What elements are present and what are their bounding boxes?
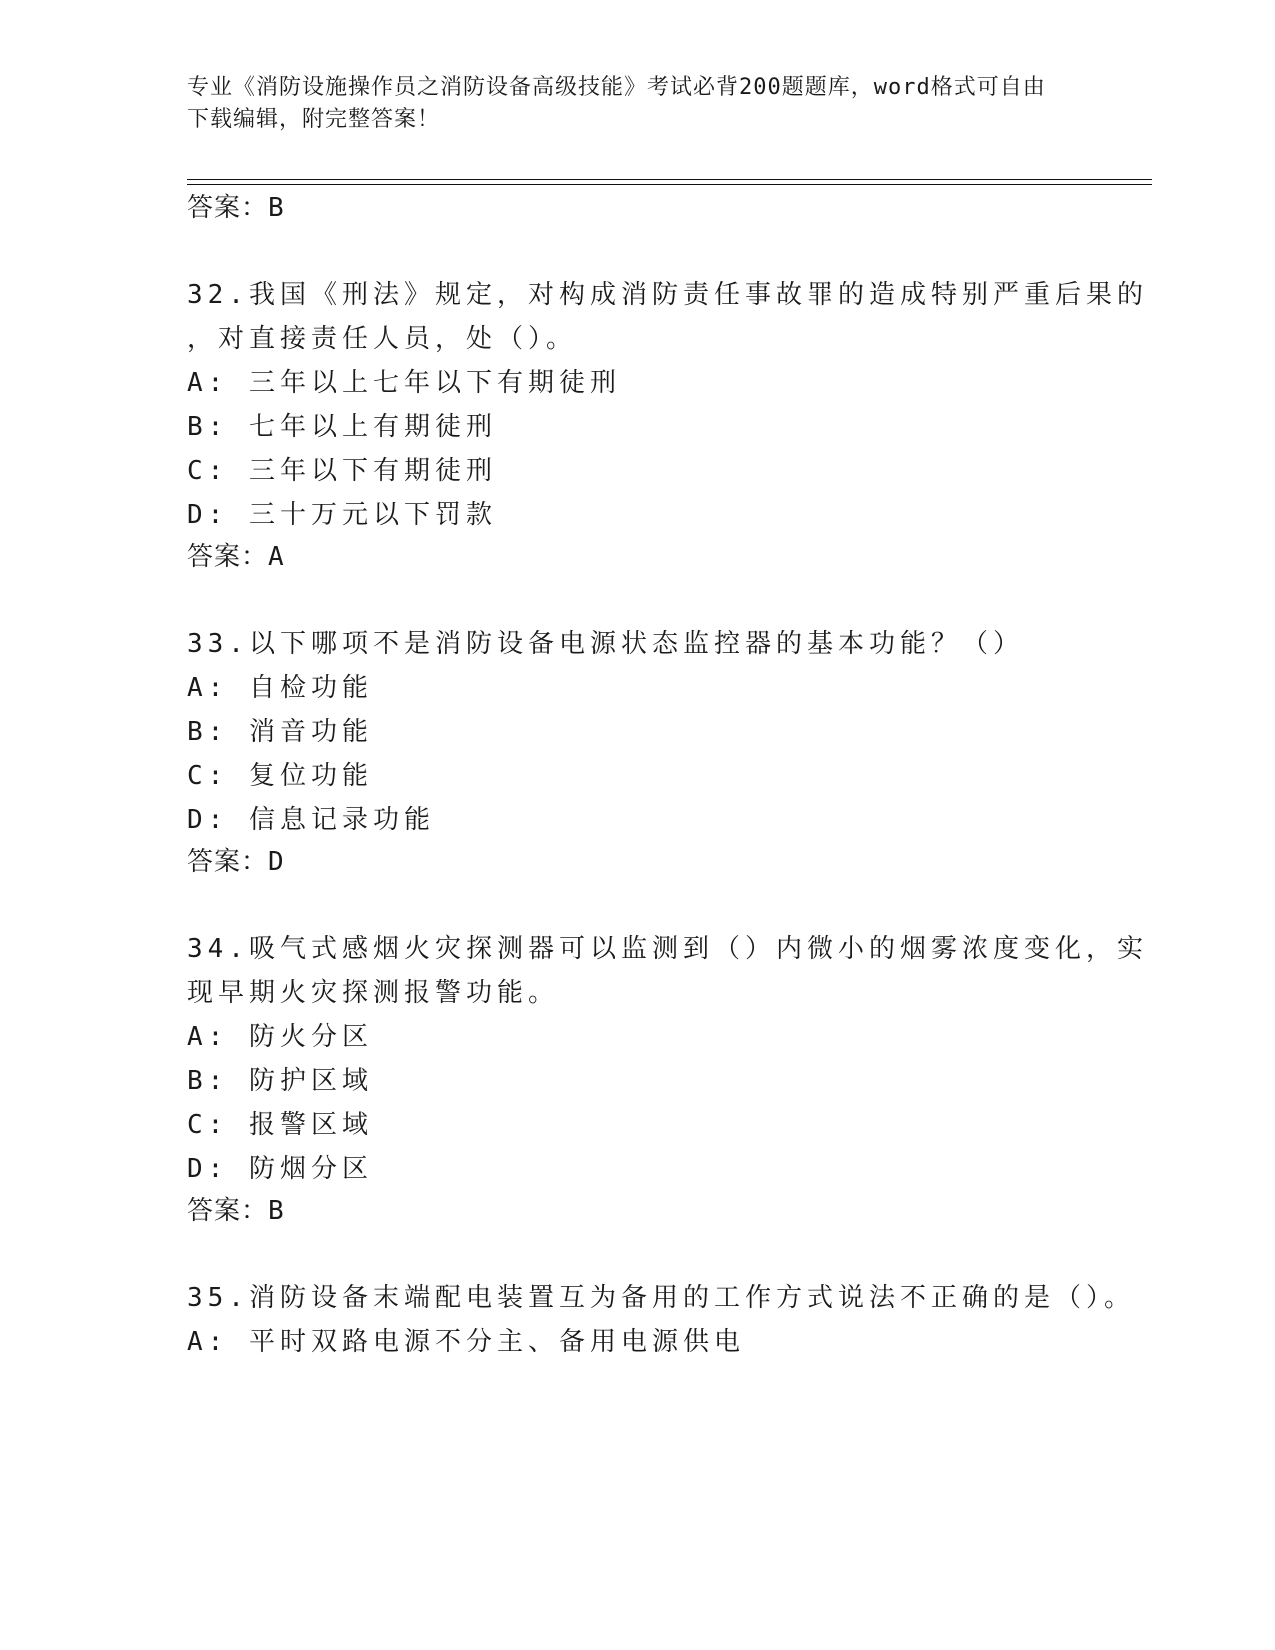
option-b: B: 消音功能 (187, 717, 373, 747)
option-a: A: 自检功能 (187, 673, 373, 703)
answer-line (187, 542, 285, 572)
option-d: D: 三十万元以下罚款 (187, 500, 497, 530)
answer-line (187, 847, 285, 877)
option-a: A: 防火分区 (187, 1022, 373, 1052)
answer-label: 答案： (187, 1196, 269, 1226)
answer-label: 答案： (187, 193, 269, 223)
option-d: D: 信息记录功能 (187, 805, 435, 835)
answer-label: 答案： (187, 847, 269, 877)
answer-value: B (268, 1196, 285, 1226)
option-b: B: 防护区域 (187, 1066, 373, 1096)
header-rule-top (187, 179, 1152, 180)
option-c: C: 三年以下有期徒刑 (187, 456, 497, 486)
question-text-line: 现早期火灾探测报警功能。 (187, 978, 560, 1008)
question-text-line: 35.消防设备末端配电装置互为备用的工作方式说法不正确的是（）。 (187, 1283, 1135, 1313)
header-rule-bottom (187, 184, 1152, 185)
question-text-line: 32.我国《刑法》规定，对构成消防责任事故罪的造成特别严重后果的 (187, 280, 1148, 310)
page-header: 专业《消防设施操作员之消防设备高级技能》考试必背200题题库，word格式可自由下载编辑，附完整答案！ (187, 75, 1046, 132)
option-a: A: 平时双路电源不分主、备用电源供电 (187, 1327, 745, 1357)
answer-value: A (268, 542, 285, 572)
answer-label: 答案： (187, 542, 269, 572)
option-d: D: 防烟分区 (187, 1154, 373, 1184)
option-c: C: 复位功能 (187, 761, 373, 791)
question-text-line: 34.吸气式感烟火灾探测器可以监测到（）内微小的烟雾浓度变化，实 (187, 934, 1148, 964)
question-text-line: ，对直接责任人员，处（）。 (187, 324, 578, 354)
answer-line (187, 1196, 285, 1226)
answer-value: B (268, 193, 285, 223)
option-a: A: 三年以上七年以下有期徒刑 (187, 368, 621, 398)
answer-line (187, 193, 285, 223)
option-b: B: 七年以上有期徒刑 (187, 412, 497, 442)
answer-value: D (268, 847, 285, 877)
question-text-line: 33.以下哪项不是消防设备电源状态监控器的基本功能？（） (187, 629, 1024, 659)
option-c: C: 报警区域 (187, 1110, 373, 1140)
